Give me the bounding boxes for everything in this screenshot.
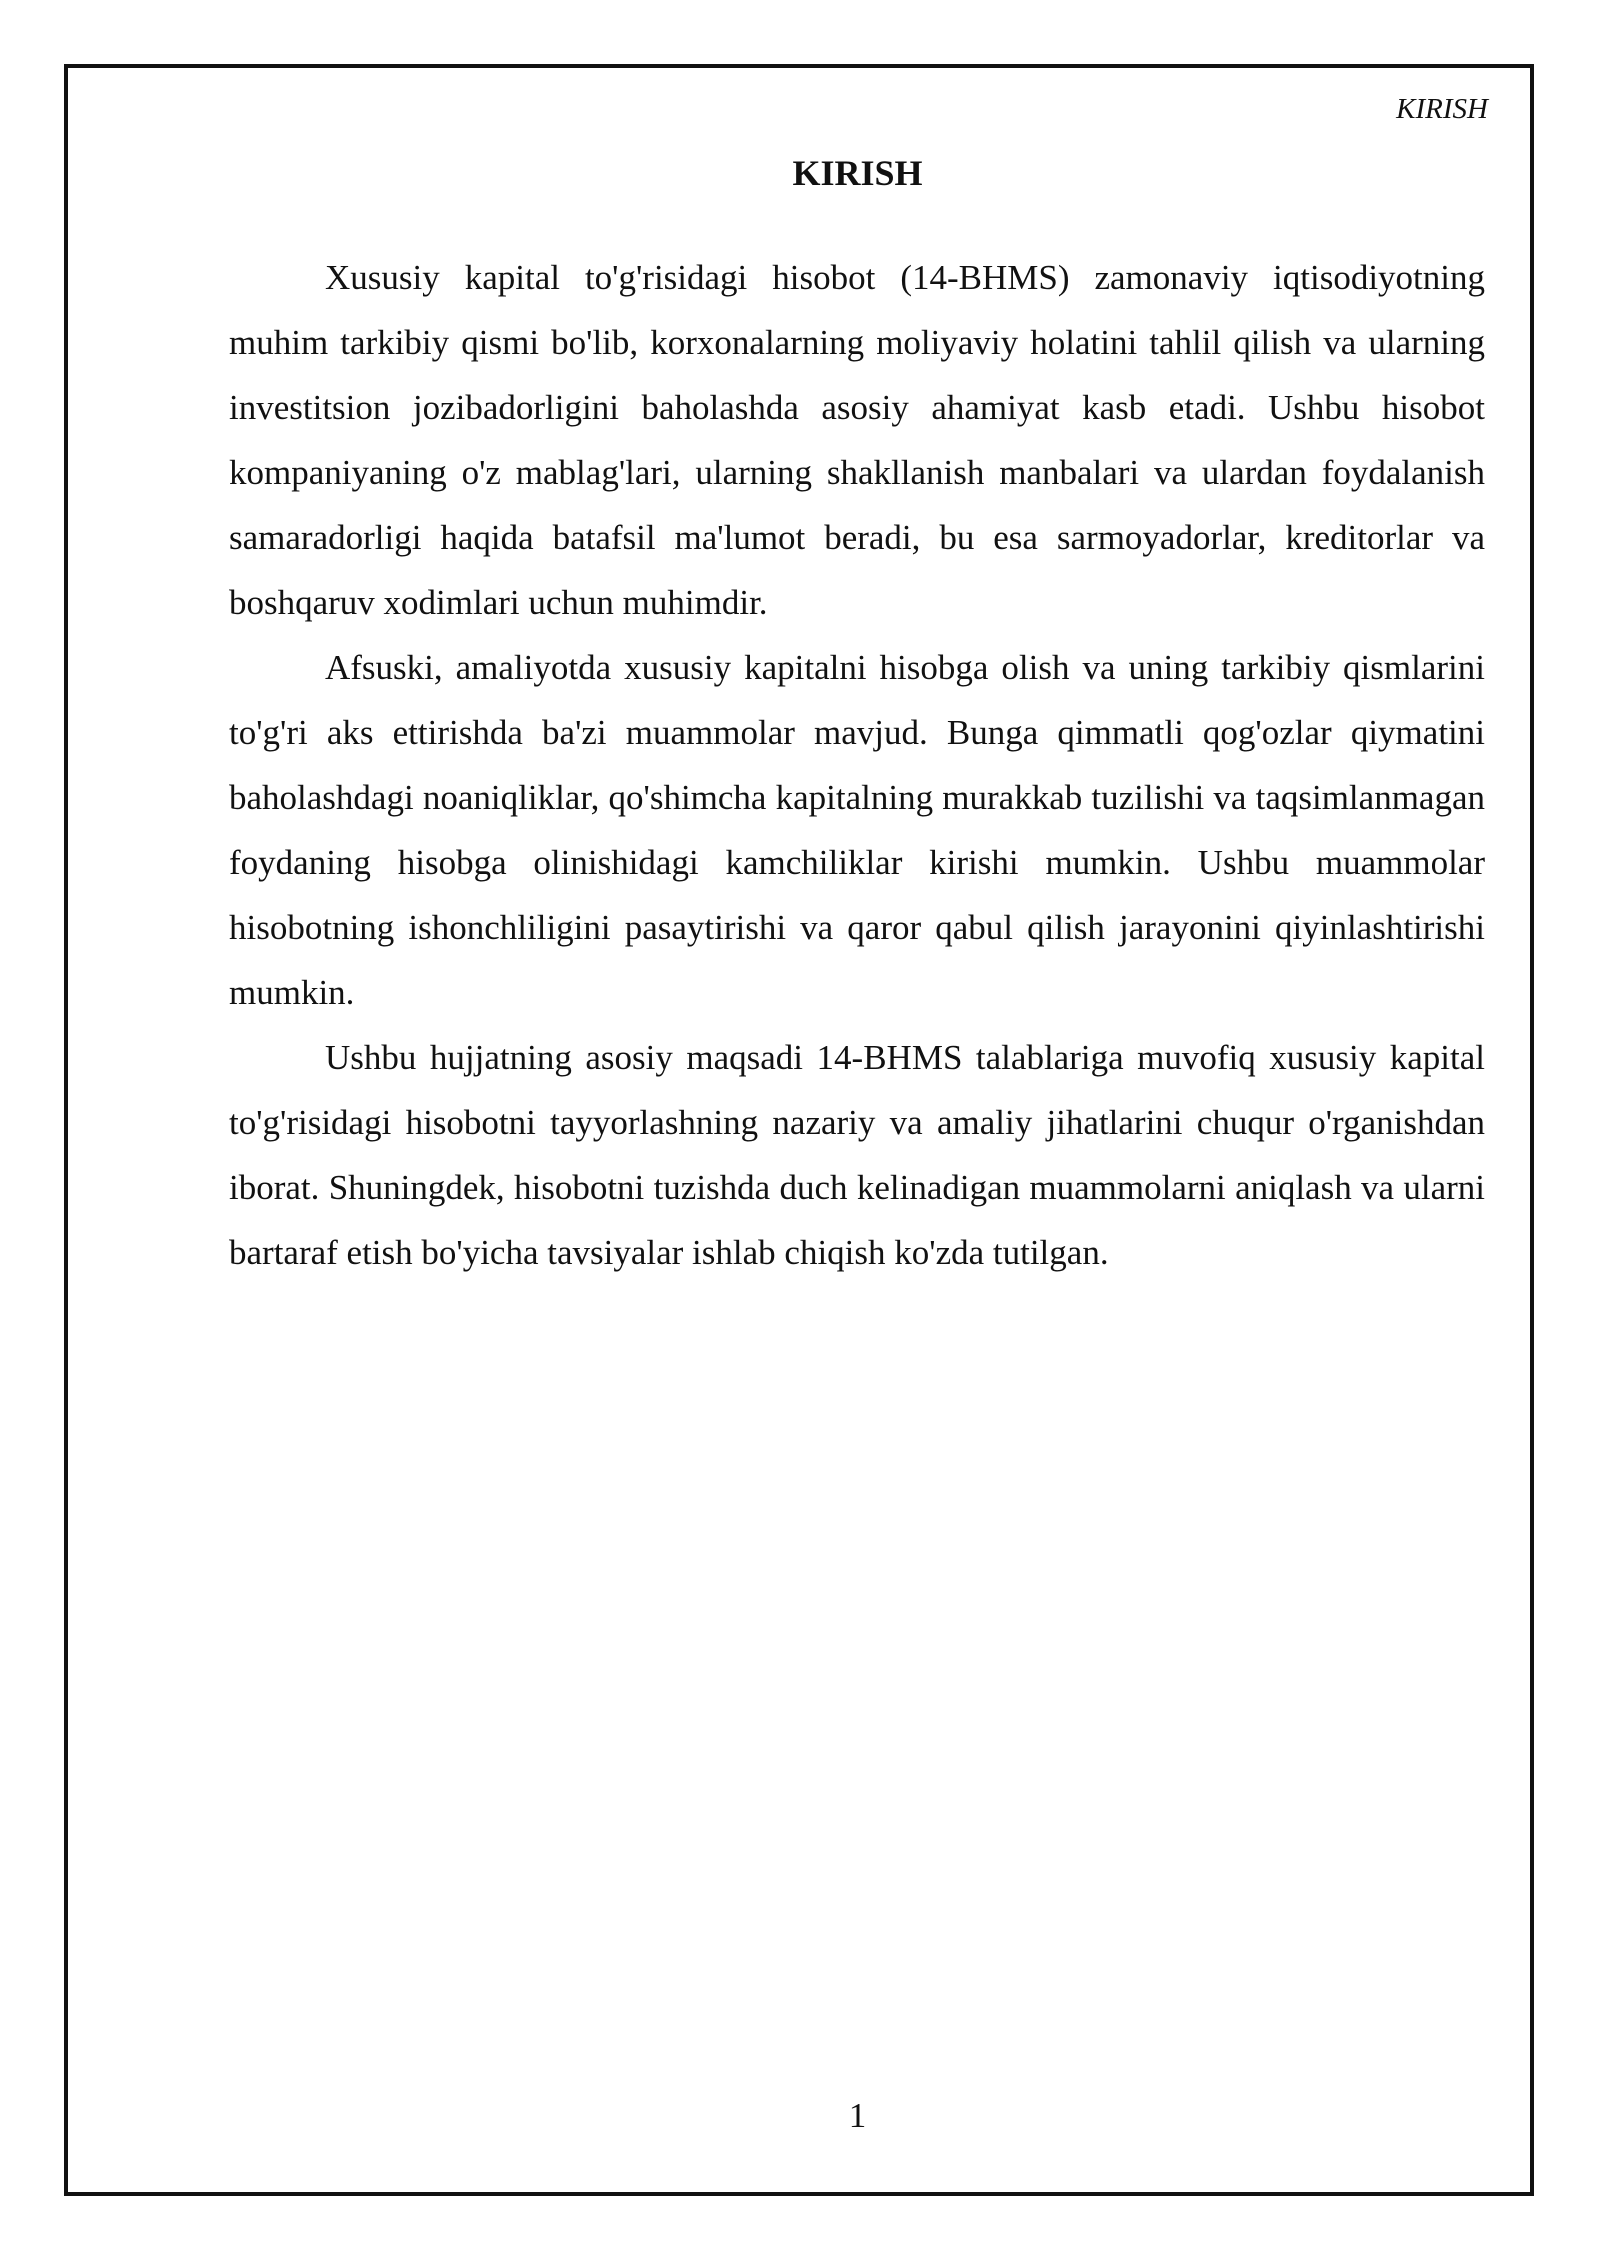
paragraph-2: Afsuski, amaliyotda xususiy kapitalni hisobga olish va uning tarkibiy qismlarini to'g'ri aks ettirishda ba'zi muammolar mavjud. Bunga qimmatli qog'ozlar qiymatini baholashdagi noaniqliklar, qo'shimcha kapitalning murakkab tuzilishi va taqsimlanmagan foydaning hisobga olinishidagi kamchiliklar kirishi mumkin. Ushbu muammolar hisobotning ishonchliligini pasaytirishi va qaror qabul qilish jarayonini qiyinlashtirishi mumkin. (229, 648, 1485, 1012)
running-header: KIRISH (1396, 93, 1488, 125)
page-title: KIRISH (792, 153, 923, 193)
page-number: 1 (848, 2096, 867, 2135)
document-body (229, 245, 1485, 1285)
paragraph-1: Xususiy kapital to'g'risidagi hisobot (14-BHMS) zamonaviy iqtisodiyotning muhim tarkibiy qismi bo'lib, korxonalarning moliyaviy holatini tahlil qilish va ularning investitsion jozibadorligini baholashda asosiy ahamiyat kasb etadi. Ushbu hisobot kompaniyaning o'z mablag'lari, ularning shakllanish manbalari va ulardan foydalanish samaradorligi haqida batafsil ma'lumot beradi, bu esa sarmoyadorlar, kreditorlar va boshqaruv xodimlari uchun muhimdir. (229, 258, 1485, 622)
paragraph-3: Ushbu hujjatning asosiy maqsadi 14-BHMS talablariga muvofiq xususiy kapital to'g'risidagi hisobotni tayyorlashning nazariy va amaliy jihatlarini chuqur o'rganishdan iborat. Shuningdek, hisobotni tuzishda duch kelinadigan muammolarni aniqlash va ularni bartaraf etish bo'yicha tavsiyalar ishlab chiqish ko'zda tutilgan. (229, 1038, 1485, 1272)
